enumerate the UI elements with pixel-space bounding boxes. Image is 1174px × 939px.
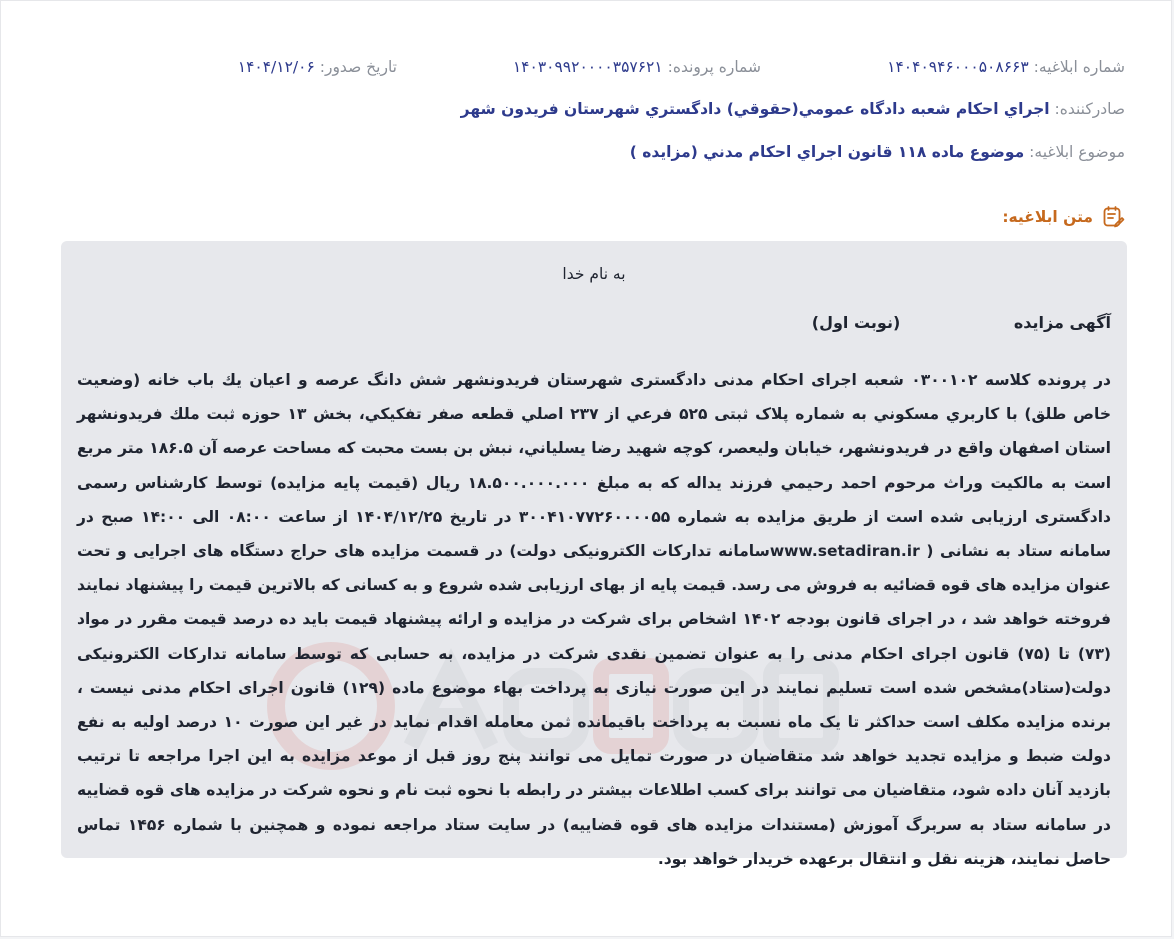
subject-value: موضوع ماده ۱۱۸ قانون اجراي احكام مدني (مزايده ) — [629, 143, 1025, 161]
case-number-label: شماره پرونده: — [667, 58, 761, 76]
notice-heading — [812, 313, 1111, 332]
notice-number-label: شماره ابلاغیه: — [1033, 58, 1125, 76]
meta-row-numbers — [61, 58, 1125, 84]
case-number — [513, 58, 761, 76]
issue-date-value: ۱۴۰۴/۱۲/۰۶ — [237, 58, 315, 76]
issuer-label: صادرکننده: — [1054, 100, 1125, 118]
subject-label: موضوع ابلاغیه: — [1029, 143, 1125, 161]
turn-label: (نوبت اول) — [811, 313, 901, 332]
issuer-value: اجراي احكام شعبه دادگاه عمومي(حقوقي) دادگستري شهرستان فريدون شهر — [460, 100, 1050, 118]
issue-date — [238, 58, 397, 76]
notice-text-title: متن ابلاغیه: — [1002, 208, 1093, 226]
note-icon — [1101, 205, 1125, 229]
issue-date-label: تاریخ صدور: — [319, 58, 397, 76]
auction-title: آگهی مزایده — [1013, 313, 1111, 332]
salutation: به نام خدا — [562, 265, 626, 283]
notice-number — [887, 58, 1125, 76]
meta-row-subject — [61, 143, 1125, 169]
notice-number-value: ۱۴۰۴۰۹۴۶۰۰۰۵۰۸۶۶۳ — [887, 58, 1029, 76]
case-number-value: ۱۴۰۳۰۹۹۲۰۰۰۰۳۵۷۶۲۱ — [512, 58, 663, 76]
notice-text-header — [1002, 203, 1125, 231]
notice-body-text: در پرونده کلاسه ۰۳۰۰۱۰۲ شعبه اجرای احکام مدنی دادگستری شهرستان فریدونشهر شش دانگ عرصه و اعیان يك باب خانه (وضعيت خاص طلق) با كاربري مسكوني به شماره پلاک ثبتی ۵۲۵ فرعي از ۲۳۷ اصلي قطعه صفر تفكيكي، بخش ۱۳ حوزه ثبت ملك فريدونشهر استان اصفهان واقع در فريدونشهر، خيابان وليعصر، كوچه شهيد رضا يسلياني، نبش بن بست محبت كه مساحت عرصه آن ۱۸۶.۵ متر مربع است به مالکیت وراث مرحوم احمد رحيمي فرزند يداله كه به مبلغ ۱۸.۵۰۰.۰۰۰.۰۰۰ ریال (قیمت پایه مزایده) توسط کارشناس رسمی دادگستری ارزیابی شده است از طریق مزایده به شماره ۳۰۰۴۱۰۷۷۲۶۰۰۰۰۵۵ در تاریخ ۱۴۰۴/۱۲/۲۵ از ساعت ۰۸:۰۰ الی ۱۴:۰۰ صبح در سامانه ستاد به نشانی ( www.setadiran.irسامانه تدارکات الکترونیکی دولت) در قسمت مزایده های حراج دستگاه های اجرایی و تحت عنوان مزایده های قوه قضائیه به فروش می رسد. قیمت پایه از بهای ارزیابی شده شروع و به کسانی که بالاترین قیمت را پیشنهاد نمایند فروخته خواهد شد ، در اجرای قانون بودجه ۱۴۰۲ اشخاص برای شرکت در مزایده و ارائه پیشنهاد قیمت باید ده درصد قیمت مقرر در مواد (۷۳) تا (۷۵) قانون اجرای احکام مدنی را به عنوان تضمین نقدی شرکت در مزایده، به حسابی که توسط سامانه تدارکات الکترونیکی دولت(ستاد)مشخص شده است تسلیم نمایند در این صورت نیازی به پرداخت بهاء موضوع ماده (۱۲۹) قانون اجرای احکام مدنی نیست ، برنده مزایده مکلف است حداکثر تا یک ماه نسبت به پرداخت باقیمانده ثمن معامله اقدام نماید در غیر این صورت ۱۰ درصد اولیه به نفع دولت ضبط و مزایده تجدید خواهد شد متقاضیان در صورت تمایل می توانند پنج روز قبل از موعد مزایده به این اجرا مراجعه تا ترتیب بازدید آنان داده شود، متقاضیان می توانند برای کسب اطلاعات بیشتر در رابطه با نحوه ثبت نام و نحوه شرکت در مزایده های قوه قضاییه در سامانه ستاد به سربرگ آموزش (مستندات مزایده های قوه قضاییه) در سایت ستاد مراجعه نموده و همچنین با شماره ۱۴۵۶ تماس حاصل نمایند، هزینه نقل و انتقال برعهده خریدار خواهد بود. — [77, 371, 1112, 868]
notice-body-panel — [61, 241, 1127, 868]
meta-row-issuer — [61, 100, 1125, 126]
